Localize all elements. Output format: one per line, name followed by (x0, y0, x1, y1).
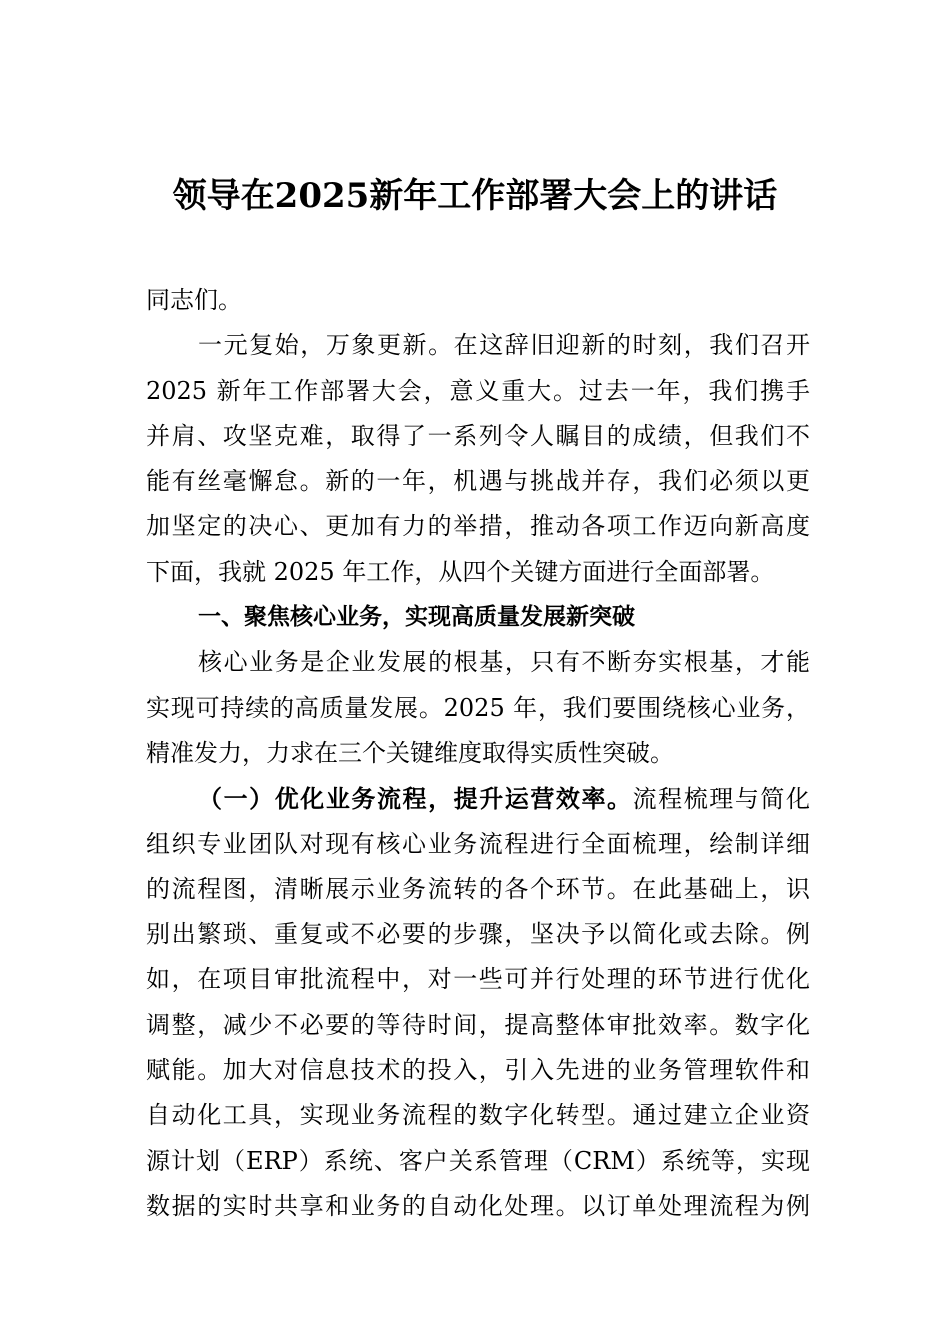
intro-line: 2025 新年工作部署大会，意义重大。过去一年，我们携手 (146, 376, 810, 405)
section-body-line: 精准发力，力求在三个关键维度取得实质性突破。 (146, 738, 674, 767)
intro-line: 一元复始，万象更新。在这辞旧迎新的时刻，我们召开 (198, 331, 810, 360)
document-title: 领导在2025新年工作部署大会上的讲话 (172, 176, 778, 216)
subsection-body-line: 自动化工具，实现业务流程的数字化转型。通过建立企业资 (146, 1101, 810, 1130)
subsection-body-line: 源计划（ERP）系统、客户关系管理（CRM）系统等，实现 (146, 1146, 810, 1175)
subsection-body-line: 赋能。加大对信息技术的投入，引入先进的业务管理软件和 (146, 1056, 810, 1085)
intro-line: 能有丝毫懈怠。新的一年，机遇与挑战并存，我们必须以更 (146, 467, 810, 496)
section-heading: 一、聚焦核心业务，实现高质量发展新突破 (198, 604, 635, 631)
subsection-lead: （一）优化业务流程，提升运营效率。 (198, 784, 633, 814)
subsection-first-rest: 流程梳理与简化 (632, 785, 811, 814)
subsection-body-line: 的流程图，清晰展示业务流转的各个环节。在此基础上，识 (146, 874, 810, 903)
subsection-body-line: 数据的实时共享和业务的自动化处理。以订单处理流程为例 (146, 1191, 810, 1220)
subsection-body-line: 调整，减少不必要的等待时间，提高整体审批效率。数字化 (146, 1010, 810, 1039)
section-body-line: 实现可持续的高质量发展。2025 年，我们要围绕核心业务， (146, 693, 810, 722)
section-body-line: 核心业务是企业发展的根基，只有不断夯实根基，才能 (198, 648, 810, 677)
intro-line: 下面，我就 2025 年工作，从四个关键方面进行全面部署。 (146, 557, 775, 586)
intro-line: 加坚定的决心、更加有力的举措，推动各项工作迈向新高度 (146, 512, 810, 541)
intro-line: 并肩、攻坚克难，取得了一系列令人瞩目的成绩，但我们不 (146, 421, 810, 450)
subsection-first-line (146, 776, 810, 821)
subsection-body-line: 如，在项目审批流程中，对一些可并行处理的环节进行优化 (146, 965, 810, 994)
subsection-body-line: 别出繁琐、重复或不必要的步骤，坚决予以简化或去除。例 (146, 920, 810, 949)
salutation: 同志们。 (146, 286, 242, 314)
subsection-body-line: 组织专业团队对现有核心业务流程进行全面梳理，绘制详细 (146, 829, 810, 858)
document-body (146, 278, 810, 1229)
